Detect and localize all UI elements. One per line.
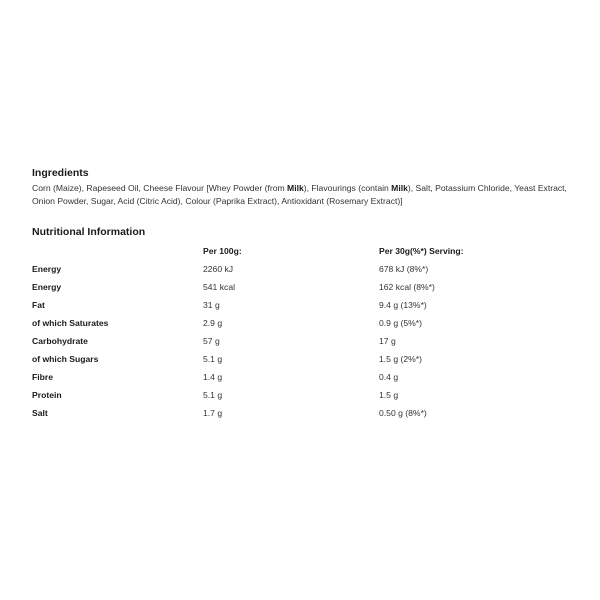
table-row [0,282,600,296]
per-100g-value: 2260 kJ [203,264,234,274]
table-row [0,336,600,350]
column-header-per-serving: Per 30g(%*) Serving: [379,246,464,256]
ingredients-segment: ), Salt, Potassium Chloride, Yeast Extract, Onion Powder, Sugar, Acid (Citric Acid), Colour (Paprika Extract), Antioxidant (Rosemary Extract)] [32,183,567,206]
nutrient-label: Fibre [32,372,54,382]
per-serving-value: 0.50 g (8%*) [379,408,427,418]
nutrient-label: Protein [32,390,62,400]
nutrition-column-headers [0,246,600,260]
per-serving-value: 1.5 g [379,390,399,400]
ingredients-segment: Corn (Maize), Rapeseed Oil, Cheese Flavour [Whey Powder (from [32,183,288,193]
table-row [0,354,600,368]
column-header-per-100g: Per 100g: [203,246,242,256]
per-serving-value: 0.9 g (5%*) [379,318,422,328]
per-100g-value: 5.1 g [203,354,223,364]
per-serving-value: 17 g [379,336,396,346]
per-100g-value: 57 g [203,336,220,346]
ingredients-segment: ), Flavourings (contain [303,183,392,193]
nutrient-label: Carbohydrate [32,336,88,346]
nutrient-label: Energy [32,282,62,292]
per-100g-value: 31 g [203,300,220,310]
allergen-milk: Milk [391,183,408,193]
per-100g-value: 1.7 g [203,408,223,418]
per-100g-value: 2.9 g [203,318,223,328]
table-row [0,390,600,404]
table-row [0,372,600,386]
ingredients-text [32,182,577,208]
per-serving-value: 9.4 g (13%*) [379,300,427,310]
table-row [0,318,600,332]
nutrient-label: of which Saturates [32,318,109,328]
per-100g-value: 541 kcal [203,282,236,292]
nutrition-heading: Nutritional Information [32,226,146,238]
table-row [0,264,600,278]
nutrient-label: of which Sugars [32,354,99,364]
per-100g-value: 5.1 g [203,390,223,400]
per-serving-value: 678 kJ (8%*) [379,264,429,274]
nutrient-label: Fat [32,300,45,310]
ingredients-heading: Ingredients [32,167,89,179]
per-serving-value: 1.5 g (2%*) [379,354,422,364]
table-row [0,408,600,422]
nutrient-label: Salt [32,408,48,418]
allergen-milk: Milk [287,183,304,193]
per-100g-value: 1.4 g [203,372,223,382]
table-row [0,300,600,314]
nutrient-label: Energy [32,264,62,274]
per-serving-value: 0.4 g [379,372,399,382]
per-serving-value: 162 kcal (8%*) [379,282,435,292]
